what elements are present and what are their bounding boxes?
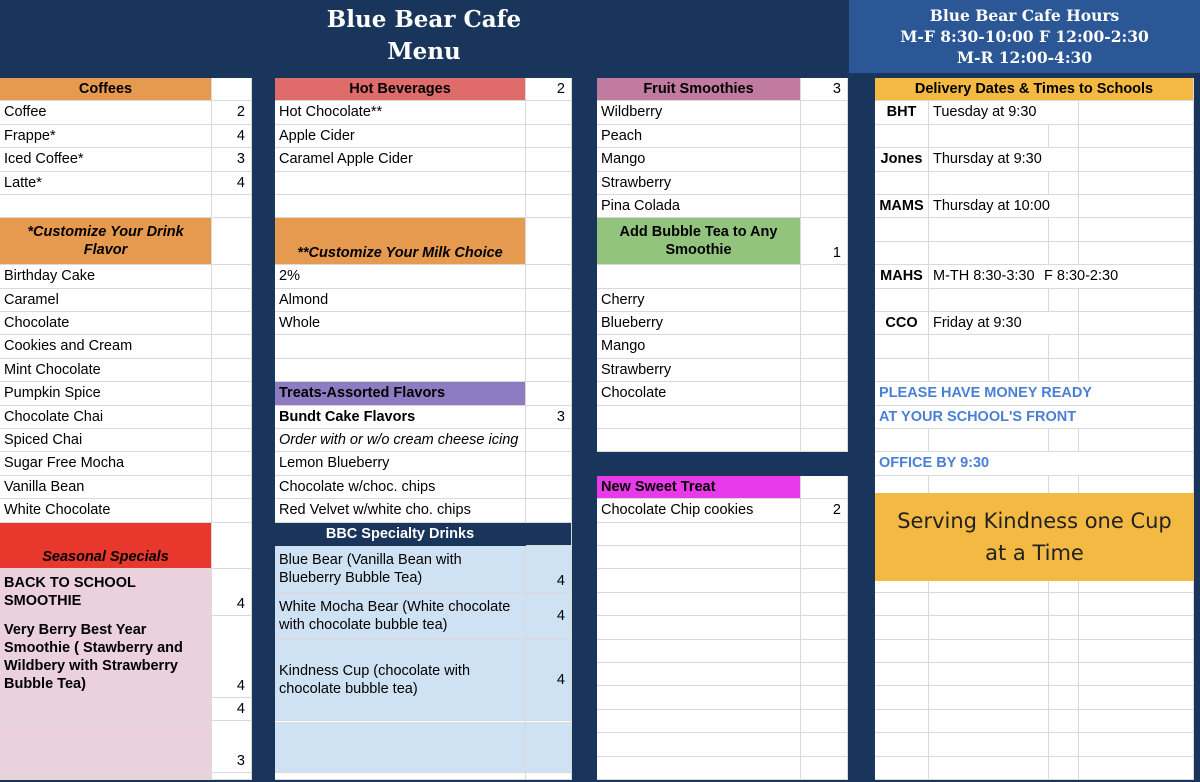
coffee-item: Latte* bbox=[0, 172, 212, 195]
empty-cell bbox=[1049, 125, 1079, 148]
empty-cell bbox=[929, 218, 1049, 241]
empty-cell bbox=[1079, 242, 1194, 265]
title-line-2: Menu bbox=[387, 38, 461, 65]
specialty-price: 4 bbox=[526, 640, 572, 722]
empty-cell bbox=[212, 499, 252, 522]
empty-cell bbox=[526, 452, 572, 475]
coffee-price: 3 bbox=[212, 148, 252, 171]
empty-cell bbox=[875, 172, 929, 195]
flavor-item: Spiced Chai bbox=[0, 429, 212, 452]
empty-cell bbox=[875, 429, 929, 452]
school-name: MAHS bbox=[875, 265, 929, 288]
school-name: MAMS bbox=[875, 195, 929, 218]
school-time: M-TH 8:30-3:30 bbox=[929, 265, 1079, 288]
empty-cell bbox=[1079, 312, 1194, 335]
coffee-item: Iced Coffee* bbox=[0, 148, 212, 171]
empty-cell bbox=[801, 312, 848, 335]
empty-cell bbox=[801, 663, 848, 686]
empty-cell bbox=[801, 406, 848, 429]
empty-cell bbox=[212, 218, 252, 265]
empty-cell bbox=[526, 125, 572, 148]
specialty-price: 4 bbox=[526, 593, 572, 640]
specialty-item: Blue Bear (Vanilla Bean with Blueberry Bubble Tea) bbox=[275, 546, 526, 593]
hot-beverages-header: Hot Beverages bbox=[275, 78, 526, 101]
empty-cell bbox=[929, 359, 1049, 382]
empty-cell bbox=[1079, 359, 1194, 382]
smoothie-item: Strawberry bbox=[597, 172, 801, 195]
empty-cell bbox=[526, 265, 572, 288]
empty-cell bbox=[801, 757, 848, 780]
milk-header: **Customize Your Milk Choice bbox=[275, 218, 526, 265]
smoothies-price: 3 bbox=[801, 78, 848, 101]
empty-cell bbox=[0, 195, 212, 218]
empty-cell bbox=[212, 359, 252, 382]
empty-cell bbox=[597, 429, 801, 452]
empty-cell bbox=[275, 172, 526, 195]
empty-cell bbox=[929, 616, 1049, 639]
empty-cell bbox=[597, 663, 801, 686]
empty-cell bbox=[801, 523, 848, 546]
bubble-item: Cherry bbox=[597, 289, 801, 312]
empty-cell bbox=[526, 722, 572, 773]
empty-cell bbox=[1079, 195, 1194, 218]
empty-cell bbox=[875, 289, 929, 312]
empty-cell bbox=[801, 640, 848, 663]
sweet-treat-header: New Sweet Treat bbox=[597, 476, 801, 499]
bubble-item: Mango bbox=[597, 335, 801, 358]
school-time: Friday at 9:30 bbox=[929, 312, 1079, 335]
empty-cell bbox=[1049, 429, 1079, 452]
empty-cell bbox=[597, 616, 801, 639]
empty-cell bbox=[597, 593, 801, 616]
seasonal-item: BACK TO SCHOOL SMOOTHIE bbox=[0, 569, 212, 616]
empty-cell bbox=[526, 429, 572, 452]
empty-cell bbox=[801, 546, 848, 569]
empty-cell bbox=[801, 359, 848, 382]
empty-cell bbox=[875, 686, 929, 709]
treats-subheader: Bundt Cake Flavors bbox=[275, 406, 526, 429]
empty-cell bbox=[1049, 289, 1079, 312]
empty-cell bbox=[212, 195, 252, 218]
empty-cell bbox=[1049, 640, 1079, 663]
empty-cell bbox=[801, 335, 848, 358]
empty-cell bbox=[875, 733, 929, 756]
bubble-item: Blueberry bbox=[597, 312, 801, 335]
empty-cell bbox=[597, 406, 801, 429]
school-name: Jones bbox=[875, 148, 929, 171]
empty-cell bbox=[597, 733, 801, 756]
delivery-header: Delivery Dates & Times to Schools bbox=[875, 78, 1194, 101]
seasonal-price: 4 bbox=[212, 569, 252, 616]
empty-cell bbox=[597, 710, 801, 733]
smoothie-item: Mango bbox=[597, 148, 801, 171]
smoothies-header: Fruit Smoothies bbox=[597, 78, 801, 101]
empty-cell bbox=[801, 148, 848, 171]
empty-cell bbox=[801, 289, 848, 312]
empty-cell bbox=[875, 335, 929, 358]
menu-title bbox=[0, 0, 848, 73]
empty-cell bbox=[597, 265, 801, 288]
empty-cell bbox=[275, 359, 526, 382]
flavor-item: Cookies and Cream bbox=[0, 335, 212, 358]
empty-cell bbox=[929, 429, 1049, 452]
flavor-item: Birthday Cake bbox=[0, 265, 212, 288]
flavor-header-line1: *Customize Your Drink bbox=[27, 224, 184, 241]
seasonal-price: 4 bbox=[212, 616, 252, 698]
empty-cell bbox=[597, 757, 801, 780]
empty-cell bbox=[929, 289, 1049, 312]
treat-item: Red Velvet w/white cho. chips bbox=[275, 499, 526, 522]
empty-cell bbox=[875, 125, 929, 148]
empty-cell bbox=[526, 218, 572, 265]
empty-cell bbox=[801, 452, 848, 475]
empty-cell bbox=[1079, 710, 1194, 733]
empty-cell bbox=[597, 546, 801, 569]
empty-cell bbox=[597, 640, 801, 663]
empty-cell bbox=[801, 686, 848, 709]
empty-cell bbox=[212, 452, 252, 475]
empty-cell bbox=[526, 289, 572, 312]
empty-cell bbox=[929, 242, 1049, 265]
school-name: BHT bbox=[875, 101, 929, 124]
empty-cell bbox=[1079, 686, 1194, 709]
empty-cell bbox=[1049, 359, 1079, 382]
empty-cell bbox=[275, 195, 526, 218]
coffee-item: Frappe* bbox=[0, 125, 212, 148]
seasonal-header: Seasonal Specials bbox=[0, 523, 212, 570]
empty-cell bbox=[1049, 242, 1079, 265]
empty-cell bbox=[212, 406, 252, 429]
notice-line-1: PLEASE HAVE MONEY READY bbox=[875, 382, 1194, 405]
hours-afternoon: M-R 12:00-4:30 bbox=[956, 48, 1093, 67]
coffee-price: 2 bbox=[212, 101, 252, 124]
empty-cell bbox=[875, 663, 929, 686]
kindness-slogan: Serving Kindness one Cup at a Time bbox=[875, 493, 1194, 581]
empty-cell bbox=[597, 569, 801, 592]
smoothie-item: Pina Colada bbox=[597, 195, 801, 218]
hot-beverages-price: 2 bbox=[526, 78, 572, 101]
smoothie-item: Wildberry bbox=[597, 101, 801, 124]
empty-cell bbox=[212, 312, 252, 335]
empty-cell bbox=[275, 722, 526, 773]
school-time: Thursday at 10:00 bbox=[929, 195, 1079, 218]
empty-cell bbox=[1079, 335, 1194, 358]
empty-cell bbox=[1079, 429, 1194, 452]
milk-item: Whole bbox=[275, 312, 526, 335]
bubble-header: Add Bubble Tea to Any Smoothie bbox=[597, 218, 801, 265]
empty-cell bbox=[1049, 757, 1079, 780]
empty-cell bbox=[801, 710, 848, 733]
flavor-item: Chocolate bbox=[0, 312, 212, 335]
title-line-1: Blue Bear Cafe bbox=[326, 6, 522, 33]
empty-cell bbox=[597, 523, 801, 546]
empty-cell bbox=[1079, 640, 1194, 663]
empty-cell bbox=[929, 335, 1049, 358]
empty-cell bbox=[929, 733, 1049, 756]
school-time: Thursday at 9:30 bbox=[929, 148, 1079, 171]
empty-cell bbox=[801, 593, 848, 616]
empty-cell bbox=[929, 172, 1049, 195]
empty-cell bbox=[801, 101, 848, 124]
seasonal-price: 3 bbox=[212, 722, 252, 773]
empty-cell bbox=[875, 710, 929, 733]
empty-cell bbox=[1079, 172, 1194, 195]
empty-cell bbox=[1049, 710, 1079, 733]
cafe-hours bbox=[849, 0, 1200, 73]
flavor-item: Caramel bbox=[0, 289, 212, 312]
coffee-price: 4 bbox=[212, 125, 252, 148]
empty-cell bbox=[212, 429, 252, 452]
treats-note: Order with or w/o cream cheese icing bbox=[275, 429, 526, 452]
empty-cell bbox=[1049, 686, 1079, 709]
specialty-header: BBC Specialty Drinks bbox=[275, 523, 526, 546]
empty-cell bbox=[1079, 616, 1194, 639]
empty-cell bbox=[929, 710, 1049, 733]
empty-cell bbox=[801, 382, 848, 405]
empty-cell bbox=[929, 125, 1049, 148]
empty-cell bbox=[801, 125, 848, 148]
empty-cell bbox=[0, 722, 212, 773]
empty-cell bbox=[597, 686, 801, 709]
sweet-treat-price: 2 bbox=[801, 499, 848, 522]
empty-cell bbox=[0, 698, 212, 721]
empty-cell bbox=[212, 289, 252, 312]
coffees-header: Coffees bbox=[0, 78, 212, 101]
empty-cell bbox=[526, 476, 572, 499]
treats-header: Treats-Assorted Flavors bbox=[275, 382, 526, 405]
hours-title: Blue Bear Cafe Hours bbox=[929, 6, 1120, 25]
empty-cell bbox=[875, 242, 929, 265]
empty-cell bbox=[1049, 593, 1079, 616]
flavor-header-line2: Flavor bbox=[83, 242, 128, 259]
empty-cell bbox=[1079, 218, 1194, 241]
empty-cell bbox=[1079, 663, 1194, 686]
empty-cell bbox=[597, 452, 801, 475]
treats-price: 3 bbox=[526, 406, 572, 429]
empty-cell bbox=[929, 663, 1049, 686]
empty-cell bbox=[929, 640, 1049, 663]
flavor-item: White Chocolate bbox=[0, 499, 212, 522]
empty-cell bbox=[929, 757, 1049, 780]
specialty-price: 4 bbox=[526, 546, 572, 593]
flavor-item: Chocolate Chai bbox=[0, 406, 212, 429]
school-time-extra: F 8:30-2:30 bbox=[1040, 265, 1194, 288]
empty-cell bbox=[526, 172, 572, 195]
smoothie-item: Peach bbox=[597, 125, 801, 148]
hot-beverage-item: Apple Cider bbox=[275, 125, 526, 148]
empty-cell bbox=[929, 593, 1049, 616]
empty-cell bbox=[1049, 616, 1079, 639]
flavor-header bbox=[0, 218, 212, 265]
empty-cell bbox=[526, 335, 572, 358]
empty-cell bbox=[801, 172, 848, 195]
empty-cell bbox=[875, 616, 929, 639]
empty-cell bbox=[212, 335, 252, 358]
empty-cell bbox=[1049, 218, 1079, 241]
treat-item: Lemon Blueberry bbox=[275, 452, 526, 475]
seasonal-item: Very Berry Best Year Smoothie ( Stawberry and Wildbery with Strawberry Bubble Tea) bbox=[0, 616, 212, 698]
empty-cell bbox=[801, 195, 848, 218]
empty-cell bbox=[1079, 101, 1194, 124]
empty-cell bbox=[875, 640, 929, 663]
empty-cell bbox=[212, 382, 252, 405]
school-name: CCO bbox=[875, 312, 929, 335]
milk-item: Almond bbox=[275, 289, 526, 312]
school-time: Tuesday at 9:30 bbox=[929, 101, 1079, 124]
empty-cell bbox=[875, 757, 929, 780]
flavor-item: Mint Chocolate bbox=[0, 359, 212, 382]
flavor-item: Pumpkin Spice bbox=[0, 382, 212, 405]
empty-cell bbox=[526, 101, 572, 124]
empty-cell bbox=[526, 523, 572, 546]
empty-cell bbox=[212, 523, 252, 570]
empty-cell bbox=[801, 476, 848, 499]
empty-cell bbox=[1079, 289, 1194, 312]
specialty-item: White Mocha Bear (White chocolate with chocolate bubble tea) bbox=[275, 593, 526, 640]
flavor-item: Sugar Free Mocha bbox=[0, 452, 212, 475]
empty-cell bbox=[526, 499, 572, 522]
empty-cell bbox=[526, 148, 572, 171]
empty-cell bbox=[526, 359, 572, 382]
empty-cell bbox=[801, 265, 848, 288]
empty-cell bbox=[212, 476, 252, 499]
sweet-treat-item: Chocolate Chip cookies bbox=[597, 499, 801, 522]
empty-cell bbox=[1049, 335, 1079, 358]
empty-cell bbox=[801, 569, 848, 592]
notice-line-3: OFFICE BY 9:30 bbox=[875, 452, 1194, 475]
bubble-item: Strawberry bbox=[597, 359, 801, 382]
flavor-item: Vanilla Bean bbox=[0, 476, 212, 499]
empty-cell bbox=[212, 78, 252, 101]
empty-cell bbox=[875, 218, 929, 241]
hot-beverage-item: Caramel Apple Cider bbox=[275, 148, 526, 171]
coffee-item: Coffee bbox=[0, 101, 212, 124]
empty-cell bbox=[929, 686, 1049, 709]
empty-cell bbox=[801, 429, 848, 452]
notice-line-2: AT YOUR SCHOOL'S FRONT bbox=[875, 406, 1194, 429]
empty-cell bbox=[526, 382, 572, 405]
empty-cell bbox=[275, 335, 526, 358]
coffee-price: 4 bbox=[212, 172, 252, 195]
bubble-price: 1 bbox=[801, 218, 848, 265]
empty-cell bbox=[1079, 148, 1194, 171]
empty-cell bbox=[1079, 733, 1194, 756]
specialty-item: Kindness Cup (chocolate with chocolate bubble tea) bbox=[275, 640, 526, 722]
empty-cell bbox=[875, 593, 929, 616]
bubble-item: Chocolate bbox=[597, 382, 801, 405]
treat-item: Chocolate w/choc. chips bbox=[275, 476, 526, 499]
milk-item: 2% bbox=[275, 265, 526, 288]
empty-cell bbox=[1079, 757, 1194, 780]
empty-cell bbox=[1079, 593, 1194, 616]
empty-cell bbox=[1049, 172, 1079, 195]
empty-cell bbox=[212, 265, 252, 288]
empty-cell bbox=[526, 195, 572, 218]
empty-cell bbox=[526, 312, 572, 335]
empty-cell bbox=[875, 359, 929, 382]
empty-cell bbox=[801, 733, 848, 756]
hours-weekday: M-F 8:30-10:00 F 12:00-2:30 bbox=[900, 27, 1149, 46]
seasonal-price: 4 bbox=[212, 698, 252, 721]
empty-cell bbox=[801, 616, 848, 639]
empty-cell bbox=[1049, 733, 1079, 756]
hot-beverage-item: Hot Chocolate** bbox=[275, 101, 526, 124]
empty-cell bbox=[1079, 125, 1194, 148]
empty-cell bbox=[1049, 663, 1079, 686]
